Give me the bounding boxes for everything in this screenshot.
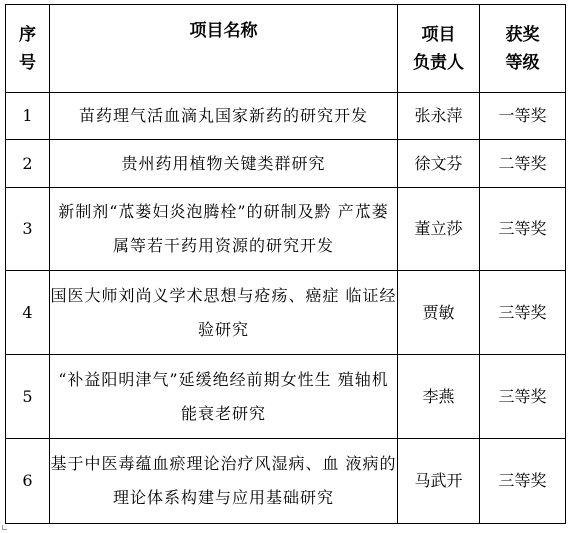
- row-number: 1: [6, 93, 50, 140]
- project-name-cell: [50, 271, 398, 355]
- project-name-cell: [50, 93, 398, 140]
- award-cell: 三等奖: [480, 188, 566, 271]
- leader-cell: 马武开: [398, 439, 480, 524]
- table-row: [6, 271, 566, 355]
- award-cell: 三等奖: [480, 355, 566, 439]
- header-award-line1: 获奖: [505, 24, 540, 45]
- award-cell: 二等奖: [480, 140, 566, 188]
- header-index-line1: 序: [19, 24, 36, 45]
- header-award-line2: 等级: [505, 52, 540, 73]
- row-number: 4: [6, 271, 50, 355]
- project-name-line: 产苽蒌属等若干药用资源的研究开发: [112, 202, 389, 255]
- header-index: [6, 5, 50, 93]
- leader-cell: 张永萍: [398, 93, 480, 140]
- table-row: [6, 355, 566, 439]
- table-row: [6, 188, 566, 271]
- header-index-line2: 号: [19, 52, 36, 73]
- leader-cell: 李燕: [398, 355, 480, 439]
- header-row: [6, 5, 566, 93]
- project-name-line: 临证经验研究: [197, 285, 397, 339]
- header-project-name: [50, 5, 398, 93]
- project-name-line: 殖轴机能衰老研究: [180, 369, 389, 423]
- header-award: [480, 5, 566, 93]
- table-row: [6, 439, 566, 524]
- row-number: 5: [6, 355, 50, 439]
- header-leader: [398, 5, 480, 93]
- table-row: [6, 93, 566, 140]
- leader-cell: 董立莎: [398, 188, 480, 271]
- project-name-cell: [50, 439, 398, 524]
- project-name-cell: [50, 140, 398, 188]
- project-name-line: “补益阳明津气”延缓绝经前期女性生: [58, 369, 332, 389]
- awards-table: [5, 4, 566, 524]
- award-cell: 一等奖: [480, 93, 566, 140]
- award-cell: 三等奖: [480, 439, 566, 524]
- row-number: 3: [6, 188, 50, 271]
- project-name-line: 国医大师刘尚义学术思想与疮疡、癌症: [50, 285, 340, 305]
- leader-cell: 徐文芬: [398, 140, 480, 188]
- project-name-line: 新制剂“苽蒌妇炎泡腾栓”的研制及黔: [58, 202, 332, 221]
- award-cell: 三等奖: [480, 271, 566, 355]
- header-project-name-label: 项目名称: [189, 21, 258, 41]
- project-name-line: 基于中医毒蕴血瘀理论治疗风湿病、血: [50, 454, 340, 473]
- project-name-line: 贵州药用植物关键类群研究: [121, 153, 326, 173]
- header-leader-line1: 项目: [421, 24, 456, 45]
- corner-mark: [2, 525, 7, 530]
- project-name-line: 苗药理气活血滴丸国家新药的研究开发: [78, 106, 368, 125]
- leader-cell: 贾敏: [398, 271, 480, 355]
- row-number: 6: [6, 439, 50, 524]
- project-name-cell: [50, 355, 398, 439]
- header-leader-line2: 负责人: [413, 52, 464, 73]
- project-name-cell: [50, 188, 398, 271]
- row-number: 2: [6, 140, 50, 188]
- project-name-line: 液病的理论体系构建与应用基础研究: [112, 454, 397, 507]
- table-row: [6, 140, 566, 188]
